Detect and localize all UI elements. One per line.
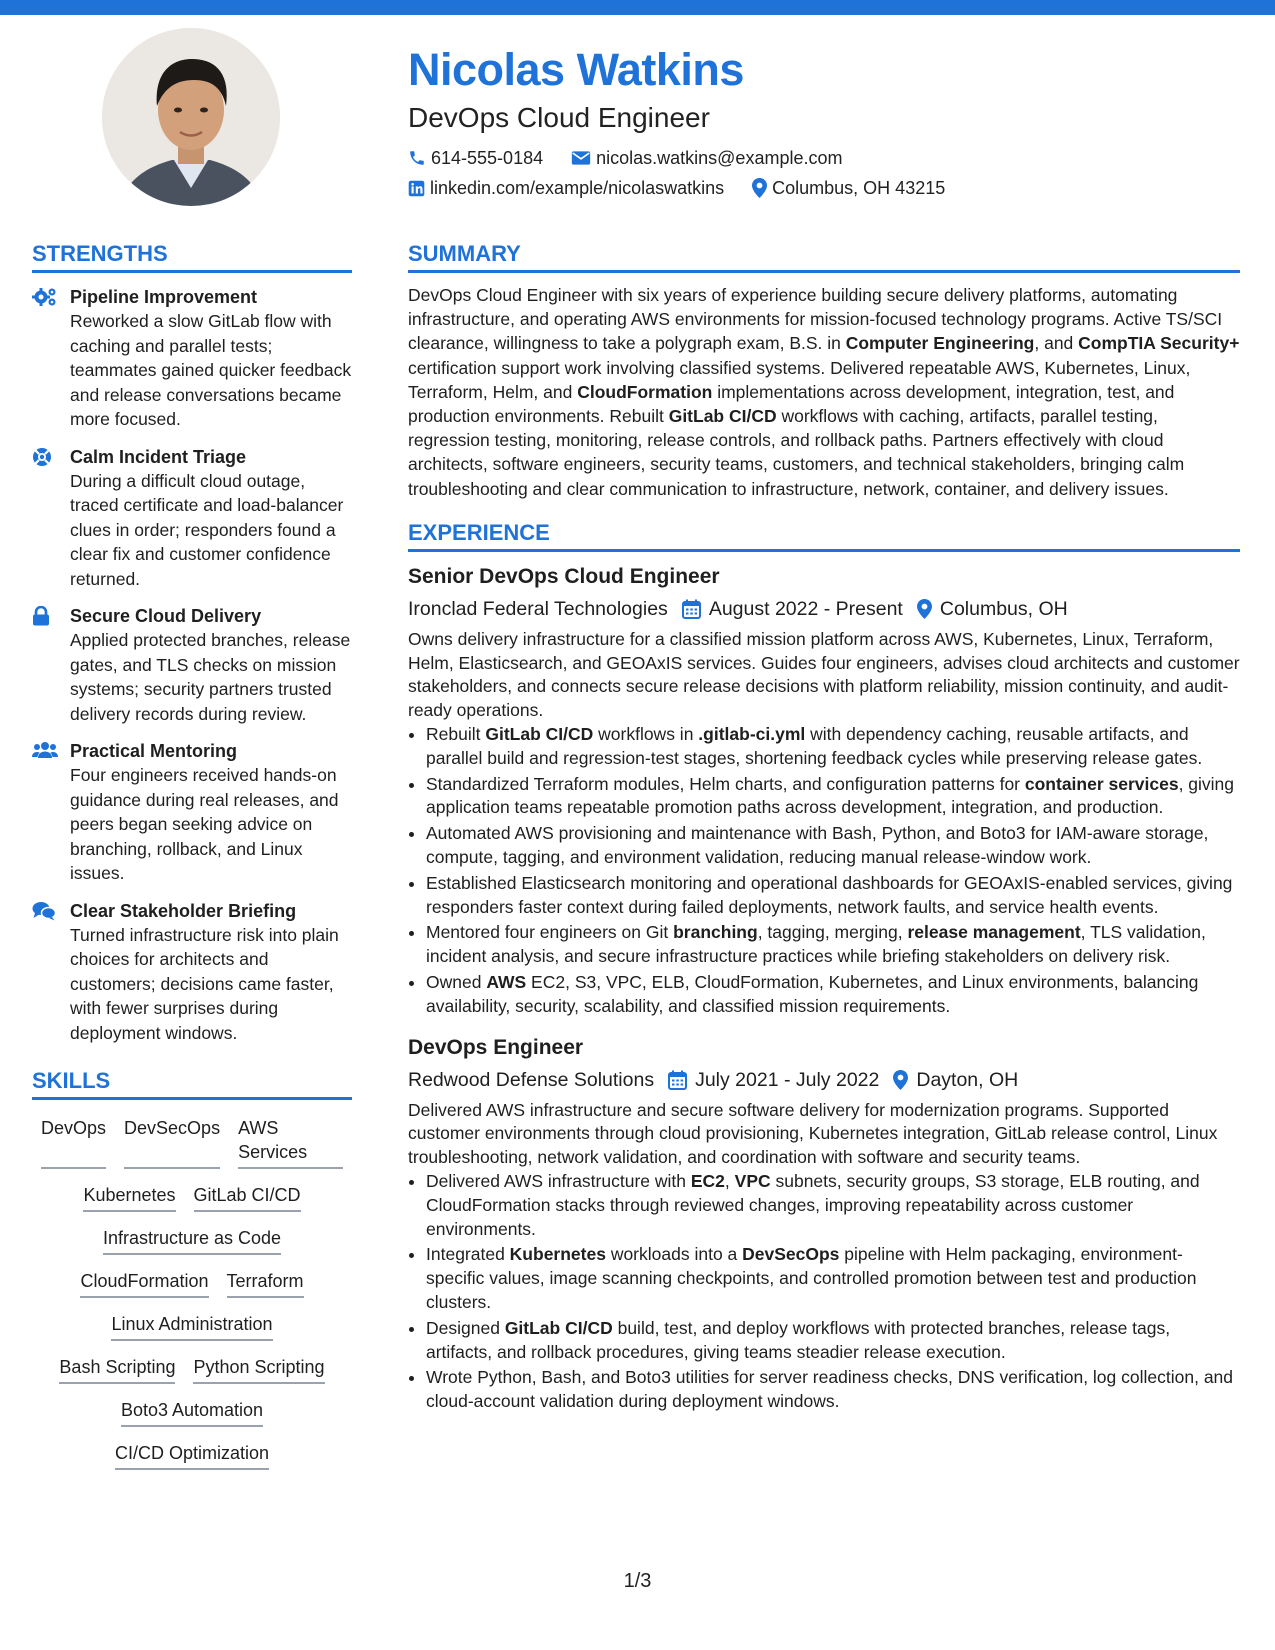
job-bullet [426, 1366, 1240, 1414]
text-run: Established Elasticsearch monitoring and operational dashboards for GEOAxIS-enabled services, giving responders faster context during failed deployments, network faults, and service health events. [426, 872, 1233, 917]
bold-text: Computer Engineering [845, 333, 1035, 354]
text-run: Integrated [426, 1244, 510, 1265]
bold-text: branching [673, 922, 758, 943]
strength-item [32, 739, 352, 886]
calendar-icon [682, 599, 709, 619]
resume-header [408, 40, 1228, 200]
skill-tag: Bash Scripting [59, 1355, 175, 1384]
skills-list [32, 1116, 352, 1484]
skill-tag: Infrastructure as Code [103, 1226, 281, 1255]
linkedin-icon [408, 180, 425, 197]
skill-tag: DevSecOps [124, 1116, 220, 1169]
bold-text: CompTIA Security+ [1078, 333, 1240, 354]
contact-phone[interactable] [408, 146, 543, 170]
skill-tag: Boto3 Automation [121, 1398, 263, 1427]
skill-tag: Python Scripting [193, 1355, 324, 1384]
lifebuoy-icon [32, 445, 70, 592]
text-run: build, test, and deploy workflows with protected branches, release tags, artifacts, and rollback procedures, giving teams steadier release execution. [426, 1317, 1171, 1362]
text-run: certification support work involving classified systems. Delivered repeatable AWS, Kubernetes, Linux, Terraform, Helm, and [408, 357, 1191, 402]
skill-tag: Terraform [227, 1269, 304, 1298]
strength-description: During a difficult cloud outage, traced certificate and load-balancer clues in order; responders found a clear fix and customer confidence returned. [70, 470, 344, 589]
job-location-text: Dayton, OH [916, 1068, 1019, 1091]
strength-description: Applied protected branches, release gates, and TLS checks on mission systems; security partners trusted delivery records during review. [70, 630, 351, 724]
phone-icon [408, 149, 426, 167]
email-text: nicolas.watkins@example.com [596, 148, 843, 168]
job-location [917, 594, 1068, 624]
location-text: Columbus, OH 43215 [772, 178, 946, 198]
page-number: 1/3 [623, 1570, 652, 1592]
strength-item [32, 285, 352, 432]
text-run: , and [1034, 333, 1079, 354]
bold-text: release management [907, 922, 1081, 943]
text-run: Delivered AWS infrastructure with [426, 1170, 691, 1191]
skill-tag: AWS Services [238, 1116, 343, 1169]
skill-row [32, 1183, 352, 1212]
job-entry [408, 562, 1240, 1019]
right-column [408, 240, 1240, 1428]
bold-text: VPC [734, 1170, 771, 1191]
job-bullet [426, 872, 1240, 920]
job-company: Ironclad Federal Technologies [408, 597, 668, 620]
text-run: , giving application teams repeatable promotion paths across development, integration, and production. [426, 773, 1235, 818]
job-bullet [426, 723, 1240, 771]
linkedin-text: linkedin.com/example/nicolaswatkins [430, 178, 725, 198]
strength-title: Clear Stakeholder Briefing [70, 900, 297, 921]
skill-tag: CI/CD Optimization [115, 1441, 269, 1470]
bold-text: GitLab CI/CD [668, 406, 777, 427]
job-entry [408, 1033, 1240, 1414]
bold-text: Kubernetes [509, 1244, 606, 1265]
job-dates [682, 594, 903, 624]
strength-title: Practical Mentoring [70, 741, 238, 761]
skill-row [32, 1441, 352, 1470]
strength-body [70, 899, 352, 1046]
strength-title: Calm Incident Triage [70, 446, 247, 467]
bold-text: CloudFormation [577, 381, 713, 402]
bold-text: AWS [486, 971, 527, 992]
profile-photo [102, 28, 280, 206]
job-bullet [426, 773, 1240, 821]
job-description: Delivered AWS infrastructure and secure software delivery for modernization programs. Supported customer environments through cloud provisioning, Kubernetes integration, GitLab release control, Linux troubleshooting, network validation, and coordination with software and security teams. [408, 1099, 1218, 1168]
text-run: Automated AWS provisioning and maintenance with Bash, Python, and Boto3 for IAM-aware storage, compute, tagging, and environment validation, reducing manual release-window work. [426, 823, 1209, 867]
top-accent-bar [0, 0, 1275, 15]
strength-item [32, 604, 352, 726]
job-location [893, 1065, 1018, 1095]
skill-row [32, 1226, 352, 1255]
job-bullet [426, 921, 1240, 969]
text-run: Owned [426, 971, 487, 992]
job-bullets [408, 1170, 1240, 1414]
text-run: subnets, security groups, S3 storage, ELB routing, and CloudFormation stacks through reviewed changes, improving repeatability across customer environments. [426, 1170, 1200, 1239]
map-pin-icon [893, 1070, 916, 1090]
text-run: Designed [426, 1317, 505, 1338]
text-run: implementations across development, integration, test, and production environments. Rebuilt [408, 381, 1175, 427]
text-run: workflows with caching, artifacts, parallel testing, regression testing, monitoring, release controls, and rollback paths. Partners effectively with cloud architects, software engineers, security teams, customers, and technical stakeholders, bringing calm troubleshooting and clear communication to infrastructure, network, container, and delivery issues. [408, 406, 1185, 499]
job-title: Senior DevOps Cloud Engineer [408, 564, 720, 588]
text-run: , TLS validation, incident analysis, and secure infrastructure practices while briefing stakeholders on delivery risk. [426, 922, 1206, 967]
text-run: workloads into a [605, 1244, 743, 1265]
strength-title: Pipeline Improvement [70, 287, 258, 307]
phone-text: 614-555-0184 [431, 148, 544, 168]
job-bullet [426, 971, 1240, 1019]
job-bullet [426, 822, 1240, 870]
strength-description: Reworked a slow GitLab flow with caching and parallel tests; teammates gained quicker feedback and release conversations became more focused. [70, 311, 352, 429]
bold-text: GitLab CI/CD [485, 724, 594, 745]
text-run: Mentored four engineers on Git [426, 922, 674, 943]
experience-list [408, 562, 1240, 1414]
candidate-name: Nicolas Watkins [408, 44, 744, 95]
text-run: EC2, S3, VPC, ELB, CloudFormation, Kubernetes, and Linux environments, balancing availability, security, scalability, and classified mission requirements. [426, 971, 1199, 1016]
bold-text: GitLab CI/CD [504, 1317, 613, 1338]
strength-body [70, 445, 352, 592]
skills-heading: SKILLS [32, 1067, 352, 1100]
job-meta [408, 594, 1240, 624]
strength-title: Secure Cloud Delivery [70, 606, 262, 626]
skill-row [32, 1355, 352, 1384]
text-run: Standardized Terraform modules, Helm charts, and configuration patterns for [426, 773, 1025, 794]
strength-description: Turned infrastructure risk into plain choices for architects and customers; decisions came faster, with fewer surprises during deployment windows. [70, 924, 339, 1043]
gears-icon [32, 285, 70, 432]
text-run: pipeline with Helm packaging, environment-specific values, image scanning checkpoints, and controlled promotion between test and production clusters. [426, 1244, 1197, 1312]
text-run: with dependency caching, reusable artifacts, and parallel build and regression-test stages, shortening feedback cycles while preserving release gates. [426, 724, 1203, 768]
skill-row [32, 1312, 352, 1341]
lock-icon [32, 604, 70, 726]
job-location-text: Columbus, OH [939, 597, 1068, 620]
text-run: , tagging, merging, [757, 922, 908, 943]
strength-item [32, 899, 352, 1046]
job-dates-text: August 2022 - Present [708, 597, 903, 620]
job-dates-text: July 2021 - July 2022 [695, 1068, 880, 1091]
strengths-heading: STRENGTHS [32, 240, 352, 273]
skill-tag: CloudFormation [80, 1269, 208, 1298]
text-run: , [724, 1170, 735, 1191]
skill-row [32, 1398, 352, 1427]
bold-text: EC2 [690, 1170, 725, 1191]
strength-item [32, 445, 352, 592]
summary-text [408, 283, 1240, 501]
job-bullet [426, 1170, 1240, 1241]
contact-linkedin[interactable] [408, 176, 724, 200]
skill-tag: Kubernetes [83, 1183, 175, 1212]
skill-row [32, 1269, 352, 1298]
avatar [102, 28, 280, 206]
contact-email[interactable] [571, 146, 842, 170]
comments-icon [32, 899, 70, 1046]
skill-tag: GitLab CI/CD [194, 1183, 301, 1212]
bold-text: .gitlab-ci.yml [698, 724, 806, 745]
job-bullets [408, 723, 1240, 1019]
job-company: Redwood Defense Solutions [408, 1068, 655, 1091]
candidate-title: DevOps Cloud Engineer [408, 102, 710, 133]
text-run: workflows in [593, 724, 699, 745]
job-bullet [426, 1317, 1240, 1365]
text-run: Rebuilt [426, 724, 486, 745]
text-run: Wrote Python, Bash, and Boto3 utilities for server readiness checks, DNS verification, log collection, and cloud-account validation during deployment windows. [426, 1367, 1234, 1412]
strengths-list [32, 285, 352, 1045]
summary-heading: SUMMARY [408, 240, 1240, 273]
job-bullet [426, 1243, 1240, 1314]
skill-row [32, 1116, 352, 1169]
strength-body [70, 739, 352, 886]
bold-text: container services [1024, 773, 1179, 794]
strength-body [70, 604, 352, 726]
envelope-icon [571, 150, 591, 166]
map-pin-icon [917, 599, 940, 619]
job-meta [408, 1065, 1240, 1095]
map-pin-icon [752, 178, 767, 198]
users-icon [32, 739, 70, 886]
text-run: DevOps Cloud Engineer with six years of experience building secure delivery platforms, automating infrastructure, and operating AWS environments for mission-focused technology programs. Active TS/SCI clearance, willingness to take a polygraph exam, B.S. in [408, 285, 1223, 354]
experience-heading: EXPERIENCE [408, 519, 1240, 552]
bold-text: DevSecOps [742, 1244, 840, 1265]
skill-tag: Linux Administration [111, 1312, 272, 1341]
job-description: Owns delivery infrastructure for a classified mission platform across AWS, Kubernetes, Linux, Terraform, Helm, Elasticsearch, and GEOAxIS services. Guides four engineers, advises cloud architects and customer stakeholders, and connects secure release decisions with platform reliability, mission continuity, and audit-ready operations. [408, 628, 1240, 721]
contact-row-2 [408, 176, 1228, 200]
contact-row-1 [408, 146, 1228, 170]
contact-location [752, 176, 945, 200]
job-dates [668, 1065, 879, 1095]
strength-body [70, 285, 352, 432]
skill-tag: DevOps [41, 1116, 106, 1169]
left-column [32, 240, 352, 1484]
calendar-icon [668, 1070, 695, 1090]
strength-description: Four engineers received hands-on guidance during real releases, and peers began seeking advice on branching, rollback, and Linux issues. [70, 765, 339, 883]
job-title: DevOps Engineer [408, 1035, 584, 1059]
